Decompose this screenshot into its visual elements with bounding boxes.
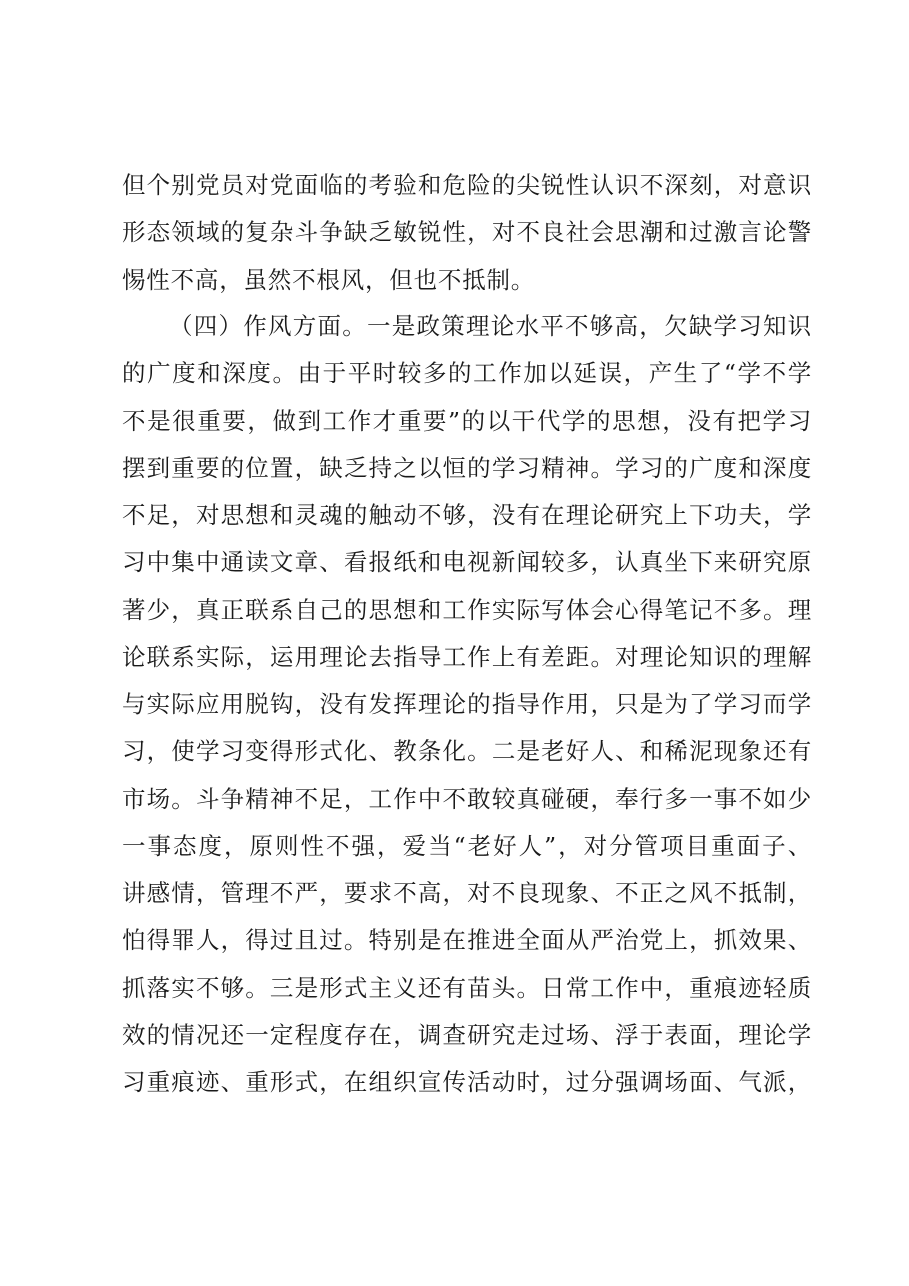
- text-line: 不足，对思想和灵魂的触动不够，没有在理论研究上下功夫，学: [122, 501, 812, 529]
- text-line: 抓落实不够。三是形式主义还有苗头。日常工作中，重痕迹轻质: [122, 973, 812, 1002]
- text-line: 但个别党员对党面临的考验和危险的尖锐性认识不深刻，对意识: [122, 171, 812, 199]
- text-line: 不是很重要，做到工作才重要”的以干代学的思想，没有把学习: [122, 406, 812, 435]
- text-line: 习，使学习变得形式化、教条化。二是老好人、和稀泥现象还有: [122, 737, 812, 766]
- text-line: 著少，真正联系自己的思想和工作实际写体会心得笔记不多。理: [122, 595, 812, 624]
- text-line: 效的情况还一定程度存在，调查研究走过场、浮于表面，理论学: [122, 1020, 812, 1049]
- text-line: 习重痕迹、重形式，在组织宣传活动时，过分强调场面、气派，: [122, 1068, 812, 1096]
- text-line: 论联系实际，运用理论去指导工作上有差距。对理论知识的理解: [122, 642, 812, 671]
- text-line: 与实际应用脱钩，没有发挥理论的指导作用，只是为了学习而学: [122, 690, 812, 718]
- text-line: 习中集中通读文章、看报纸和电视新闻较多，认真坐下来研究原: [122, 548, 812, 577]
- text-line: 怕得罪人，得过且过。特别是在推进全面从严治党上，抓效果、: [122, 926, 812, 955]
- text-line: 惕性不高，虽然不根风，但也不抵制。: [122, 265, 536, 294]
- text-line: 市场。斗争精神不足，工作中不敢较真碰硬，奉行多一事不如少: [122, 784, 812, 813]
- paragraph-1: [122, 162, 812, 304]
- paragraph-2: [122, 303, 812, 1106]
- text-line: 讲感情，管理不严，要求不高，对不良现象、不正之风不抵制，: [122, 879, 812, 907]
- text-line: （四）作风方面。一是政策理论水平不够高，欠缺学习知识: [169, 312, 812, 340]
- text-line: 形态领域的复杂斗争缺乏敏锐性，对不良社会思潮和过激言论警: [122, 218, 812, 247]
- text-line: 的广度和深度。由于平时较多的工作加以延误，产生了“学不学: [122, 359, 812, 388]
- text-line: 一事态度，原则性不强，爱当“老好人”，对分管项目重面子、: [122, 831, 812, 860]
- text-line: 摆到重要的位置，缺乏持之以恒的学习精神。学习的广度和深度: [122, 453, 812, 482]
